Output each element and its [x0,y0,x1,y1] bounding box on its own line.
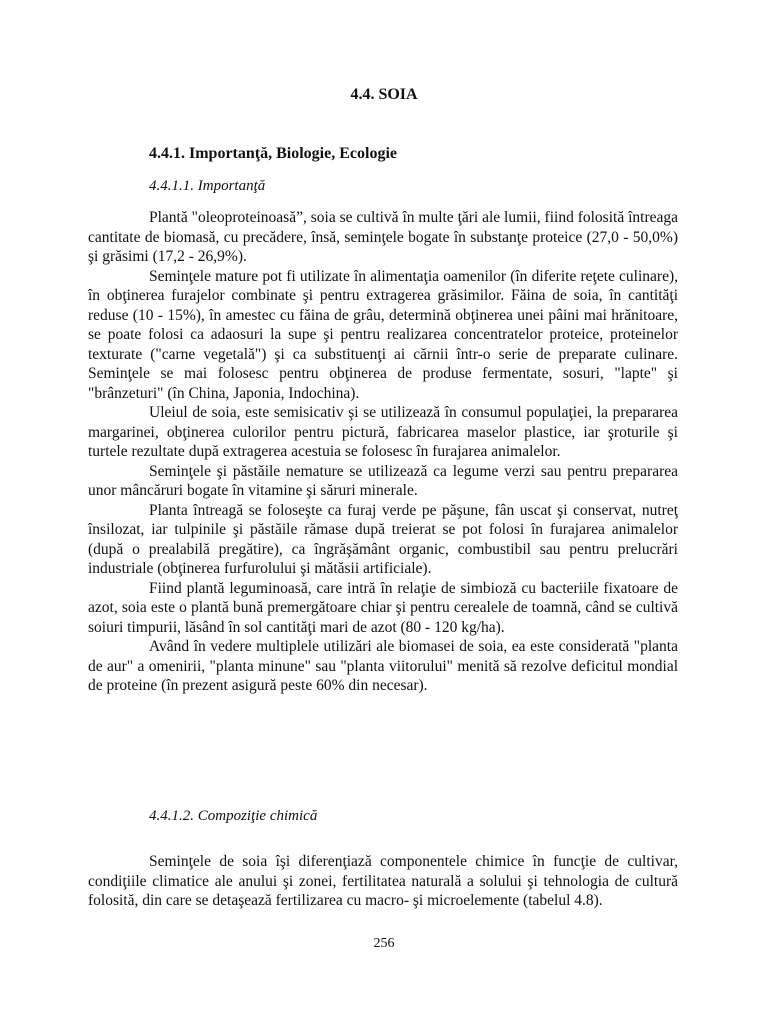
paragraph: Uleiul de soia, este semisicativ şi se utilizează în consumul populaţiei, la prepararea margarinei, obţinerea culorilor pentru pictură, fabricarea maselor plastice, iar şroturile şi turtele rezultate după extragerea acestuia se folosesc în furajarea animalelor. [88,404,678,460]
paragraph: Fiind plantă leguminoasă, care intră în relaţie de simbioză cu bacteriile fixatoare de azot, soia este o plantă bună premergătoare chiar şi pentru cerealele de toamnă, când se cultivă soiuri timpurii, lăsând în sol cantităţi mari de azot (80 - 120 kg/ha). [88,579,678,636]
page-number: 256 [373,936,395,951]
subsection-heading-importance: 4.4.1.1. Importanţă [149,178,266,194]
paragraph: Seminţele mature pot fi utilizate în alimentaţia oamenilor (în diferite reţete culinare), în obţinerea furajelor combinate şi pentru extragerea grăsimilor. Făina de soia, în cantităţi reduse (10 - 15%), în amestec cu făina de grâu, determină obţinerea unei pâini mai hrănitoare, se poate folosi ca adaosuri la supe şi pentru realizarea concentratelor proteice, proteinelor texturate ("carne vegetală") şi ca substituenţi ai cărnii într-o serie de preparate culinare. Seminţele se mai folosesc pentru obţinerea de produse fermentate, sosuri, "lapte" şi "brânzeturi" (în China, Japonia, Indochina). [88,267,678,402]
section-heading: 4.4.1. Importanţă, Biologie, Ecologie [149,145,397,162]
paragraph: Planta întreagă se foloseşte ca furaj verde pe păşune, fân uscat şi conservat, nutreţ însilozat, iar tulpinile şi păstăile rămase după treierat se pot folosi în furajarea animalelor (după o prealabilă pregătire), ca îngrăşământ organic, combustibil sau pentru prelucrări industriale (obţinerea furfurolului şi mătăsii artificiale). [88,501,678,577]
paragraph: Având în vedere multiplele utilizări ale biomasei de soia, ea este considerată "planta de aur" a omenirii, "planta minune" sau "planta viitorului" menită să rezolve deficitul mondial de proteine (în prezent asigură peste 60% din necesar). [88,638,678,694]
paragraph: Seminţele şi păstăile nemature se utilizează ca legume verzi sau pentru prepararea unor mâncăruri bogate în vitamine şi săruri minerale. [88,462,678,499]
composition-text [88,852,678,911]
paragraph: Plantă "oleoproteinoasă”, soia se cultivă în multe ţări ale lumii, fiind folosită întreaga cantitate de biomasă, cu precădere, însă, seminţele bogate în substanţe proteice (27,0 - 50,0%) şi grăsimi (17,2 - 26,9%). [88,209,678,265]
subsection-heading-composition: 4.4.1.2. Compoziţie chimică [149,808,318,824]
importance-text [88,208,678,696]
paragraph: Seminţele de soia îşi diferenţiază componentele chimice în funcţie de cultivar, condiţiile climatice ale anului şi zonei, fertilitatea naturală a solului şi tehnologia de cultură folosită, din care se detaşează fertilizarea cu macro- şi microelemente (tabelul 4.8). [88,853,678,909]
chapter-title: 4.4. SOIA [350,86,418,103]
